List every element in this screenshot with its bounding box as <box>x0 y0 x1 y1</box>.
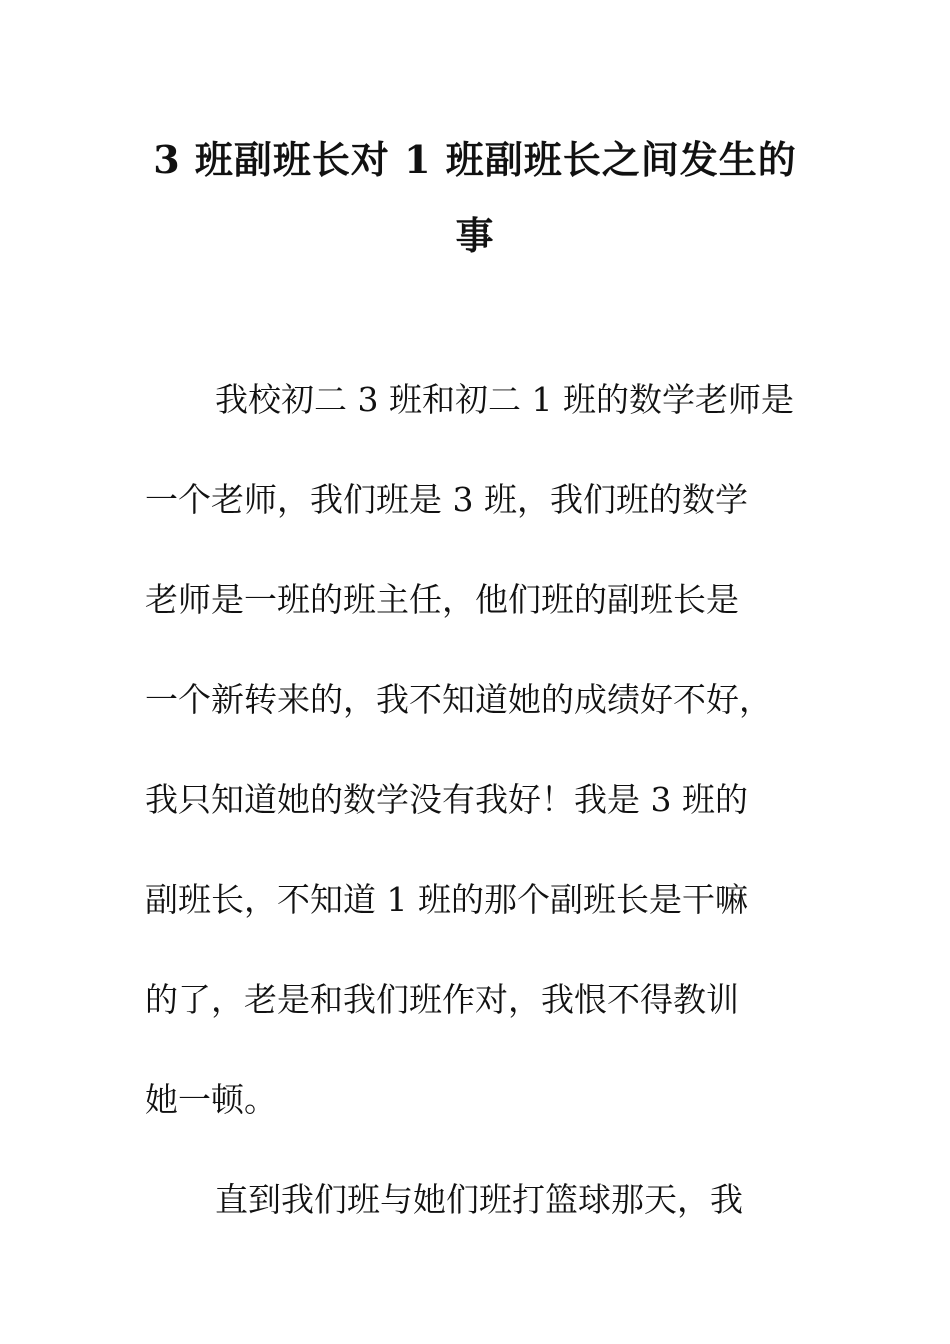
paragraph-1-line-8: 她一顿。 <box>145 1080 277 1119</box>
paragraph-2-line-1: 直到我们班与她们班打篮球那天，我 <box>215 1180 743 1219</box>
paragraph-1-line-4: 一个新转来的，我不知道她的成绩好不好， <box>145 680 772 719</box>
title-line: 3 班副班长对 1 班副班长之间发生的 <box>153 137 797 182</box>
paragraph-1-line-3: 老师是一班的班主任，他们班的副班长是 <box>145 580 739 619</box>
paragraph-1-line-5: 我只知道她的数学没有我好！我是 3 班的 <box>145 780 748 819</box>
paragraph-1-line-7: 的了，老是和我们班作对，我恨不得教训 <box>145 980 739 1019</box>
paragraph-1-line-2: 一个老师，我们班是 3 班，我们班的数学 <box>145 480 748 519</box>
paragraph-1-line-6: 副班长，不知道 1 班的那个副班长是干嘛 <box>145 880 748 919</box>
paragraph-1-line-1: 我校初二 3 班和初二 1 班的数学老师是 <box>215 380 794 419</box>
document-title <box>145 122 805 274</box>
title-line: 事 <box>455 213 495 258</box>
